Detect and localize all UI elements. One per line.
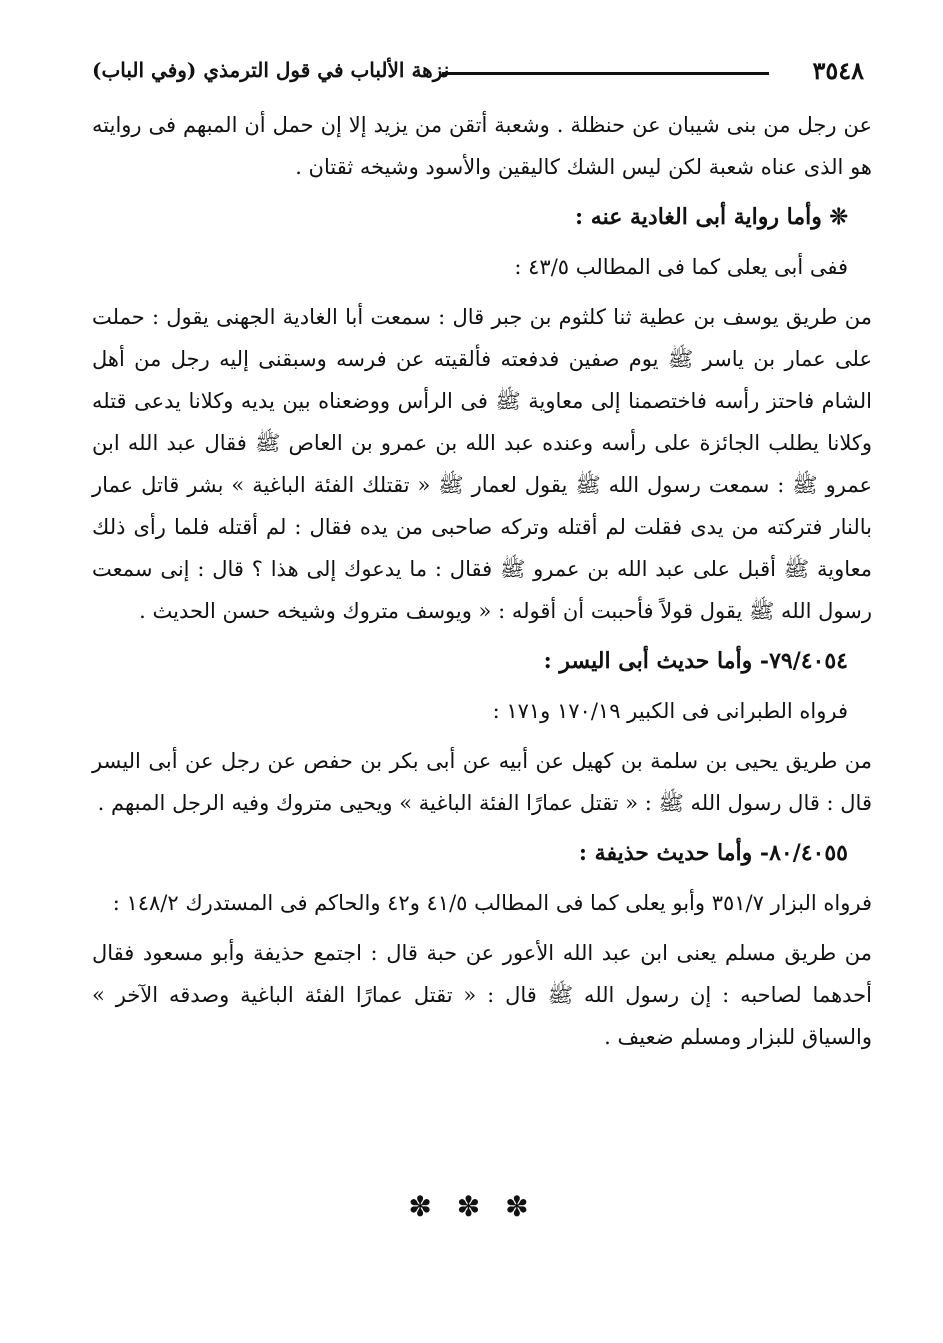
- header-rule: [442, 72, 769, 75]
- paragraph-isnad-yusuf: من طريق يوسف بن عطية ثنا كلثوم بن جبر قال : سمعت أبا الغادية الجهنى يقول : حملت على عمار بن ياسر ﷺ يوم صفين فدفعته فألقيته عن فرسه وسبقنى إليه رجل من أهل الشام فاحتز رأسه فاختصمنا إلى معاوية ﷺ فى الرأس ووضعناه بين يديه وكلانا يدعى قتله وكلانا يطلب الجائزة على رأسه وعنده عبد الله بن عمرو بن العاص ﷺ فقال عبد الله ابن عمرو ﷺ : سمعت رسول الله ﷺ يقول لعمار ﷺ « تقتلك الفئة الباغية » بشر قاتل عمار بالنار فتركته من يدى فقلت لم أقتله وتركه صاحبى من يده فقال : لم أقتله فلما رأى ذلك معاوية ﷺ أقبل على عبد الله بن عمرو ﷺ فقال : ما يدعوك إلى هذا ؟ قال : إنى سمعت رسول الله ﷺ يقول قولاً فأحببت أن أقوله : « ويوسف متروك وشيخه حسن الحديث .: [92, 305, 872, 623]
- section-heading-abi-al-ghadiya: ❊ وأما رواية أبى الغادية عنه :: [575, 204, 848, 230]
- page-body: [92, 104, 872, 1066]
- paragraph-continuation: عن رجل من بنى شيبان عن حنظلة . وشعبة أتقن من يزيد إلا إن حمل أن المبهم فى روايته هو الذى عناه شعبة لكن ليس الشك كاليقين والأسود وشيخه ثقتان .: [92, 113, 872, 179]
- section-heading-hudhayfa: ٨٠/٤٠٥٥- وأما حديث حذيفة :: [578, 840, 848, 866]
- ornament-star-icon: ✽: [408, 1190, 438, 1223]
- page-header: [92, 56, 864, 96]
- paragraph-isnad-yahya: من طريق يحيى بن سلمة بن كهيل عن أبيه عن أبى بكر بن حفص عن رجل عن أبى اليسر قال : قال رسول الله ﷺ : « تقتل عمارًا الفئة الباغية » ويحيى متروك وفيه الرجل المبهم .: [92, 749, 872, 815]
- section-heading-abi-al-yasar: ٧٩/٤٠٥٤- وأما حديث أبى اليسر :: [543, 648, 848, 674]
- running-title: نزهة الألباب في قول الترمذي (وفي الباب): [92, 58, 450, 82]
- source-tabarani: فرواه الطبرانى فى الكبير ١٧٠/١٩ و١٧١ :: [492, 699, 848, 723]
- ornament-star-icon: ✽: [456, 1190, 487, 1223]
- end-ornament: [0, 1190, 943, 1223]
- source-abi-yala: ففى أبى يعلى كما فى المطالب ٤٣/٥ :: [514, 255, 848, 279]
- page-number: ٣٥٤٨: [812, 56, 864, 85]
- ornament-star-icon: ✽: [505, 1190, 535, 1223]
- paragraph-isnad-muslim: من طريق مسلم يعنى ابن عبد الله الأعور عن حبة قال : اجتمع حذيفة وأبو مسعود فقال أحدهما لصاحبه : إن رسول الله ﷺ قال : « تقتل عمارًا الفئة الباغية وصدقه الآخر » والسياق للبزار ومسلم ضعيف .: [92, 941, 872, 1049]
- source-bazzar: فرواه البزار ٣٥١/٧ وأبو يعلى كما فى المطالب ٤١/٥ و٤٢ والحاكم فى المستدرك ١٤٨/٢ :: [112, 891, 872, 915]
